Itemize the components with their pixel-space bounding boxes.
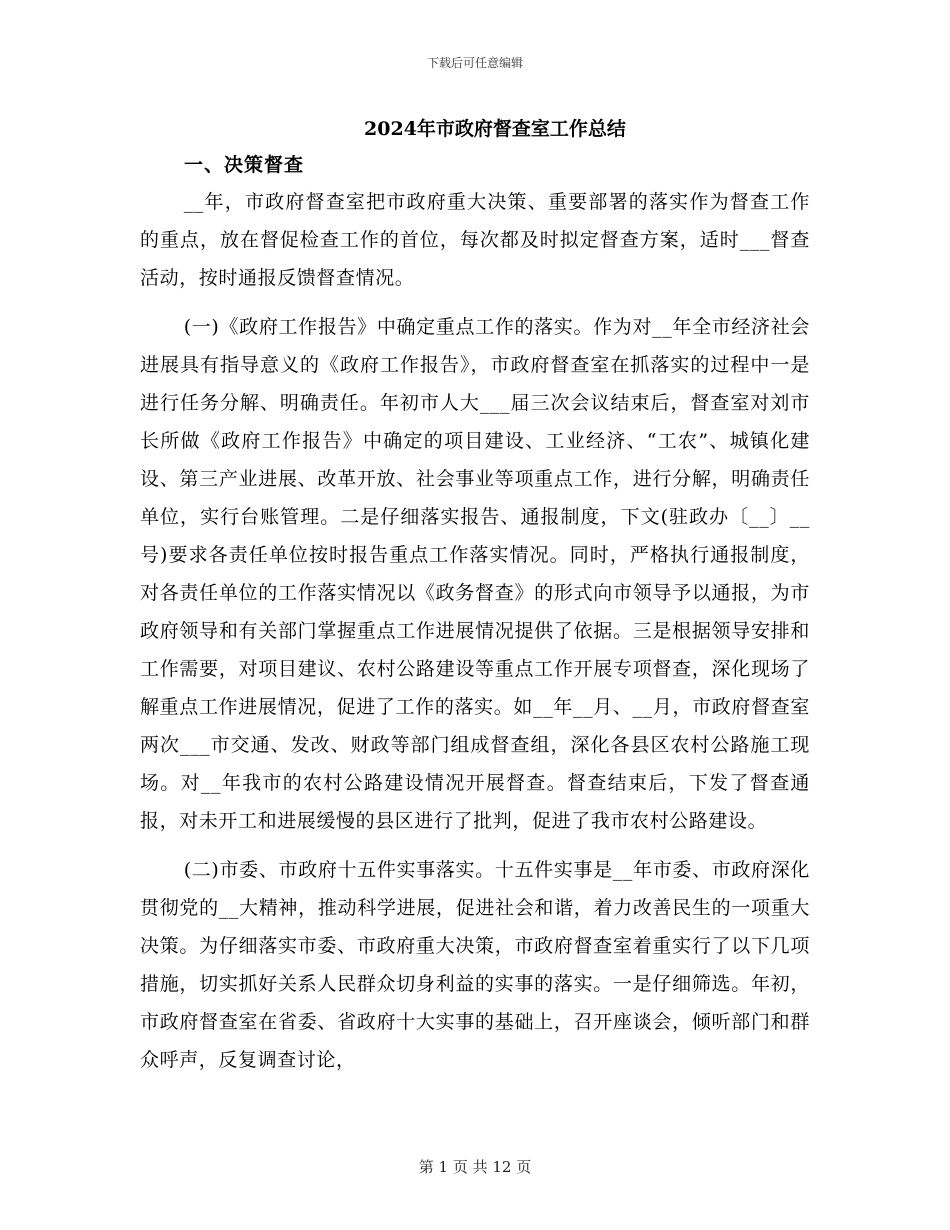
- body-text: [140, 183, 810, 1090]
- header-note: 下载后可任意编辑: [426, 56, 523, 70]
- page-footer: 第 1 页 共 12 页: [418, 1158, 532, 1176]
- document-title: 2024年市政府督查室工作总结: [364, 118, 626, 140]
- paragraph-2: (一)《政府工作报告》中确定重点工作的落实。作为对__年全市经济社会进展具有指导意义的《政府工作报告》，市政府督查室在抓落实的过程中一是进行任务分解、明确责任。年初市人大___届三次会议结束后，督查室对刘市长所做《政府工作报告》中确定的项目建设、工业经济、“工农”、城镇化建设、第三产业进展、改革开放、社会事业等项重点工作，进行分解，明确责任单位，实行台账管理。二是仔细落实报告、通报制度，下文(驻政办〔__〕__号)要求各责任单位按时报告重点工作落实情况。同时，严格执行通报制度，对各责任单位的工作落实情况以《政务督查》的形式向市领导予以通报，为市政府领导和有关部门掌握重点工作进展情况提供了依据。三是根据领导安排和工作需要，对项目建议、农村公路建设等重点工作开展专项督查，深化现场了解重点工作进展情况，促进了工作的落实。如__年__月、__月，市政府督查室两次___市交通、发改、财政等部门组成督查组，深化各县区农村公路施工现场。对__年我市的农村公路建设情况开展督查。督查结束后，下发了督查通报，对未开工和进展缓慢的县区进行了批判，促进了我市农村公路建设。: [140, 316, 810, 832]
- section-heading: 一、决策督查: [184, 154, 305, 176]
- paragraph-1: __年，市政府督查室把市政府重大决策、重要部署的落实作为督查工作的重点，放在督促检查工作的首位，每次都及时拟定督查方案，适时___督查活动，按时通报反馈督查情况。: [140, 191, 810, 289]
- paragraph-3: (二)市委、市政府十五件实事落实。十五件实事是__年市委、市政府深化贯彻党的__大精神，推动科学进展，促进社会和谐，着力改善民生的一项重大决策。为仔细落实市委、市政府重大决策，市政府督查室着重实行了以下几项措施，切实抓好关系人民群众切身利益的实事的落实。一是仔细筛选。年初，市政府督查室在省委、省政府十大实事的基础上，召开座谈会，倾听部门和群众呼声，反复调查讨论，: [140, 859, 810, 1071]
